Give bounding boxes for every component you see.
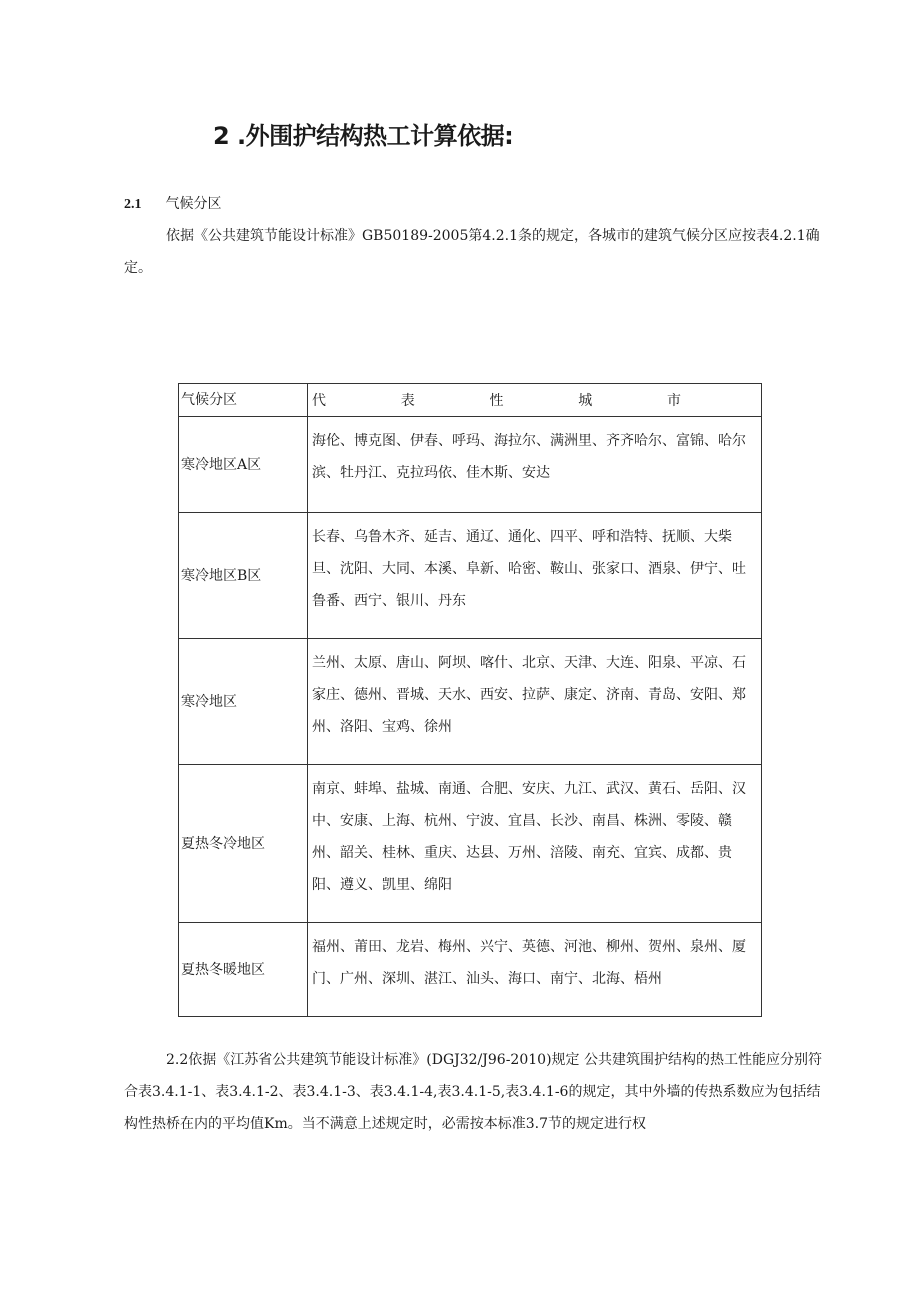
climate-zone-table bbox=[178, 383, 762, 1017]
table-row bbox=[179, 639, 762, 765]
table-row bbox=[179, 513, 762, 639]
header-zone: 气候分区 bbox=[179, 384, 308, 417]
header-cities bbox=[308, 384, 762, 417]
zone-name: 寒冷地区 bbox=[179, 639, 308, 765]
section-2-1-heading bbox=[124, 193, 222, 213]
header-city-char: 表 bbox=[400, 393, 415, 409]
section-title: 气候分区 bbox=[165, 196, 222, 212]
zone-cities: 海伦、博克图、伊春、呼玛、海拉尔、满洲里、齐齐哈尔、富锦、哈尔滨、牡丹江、克拉玛依、佳木斯、安达 bbox=[308, 417, 762, 513]
table-row bbox=[179, 923, 762, 1017]
header-city-char: 市 bbox=[667, 393, 681, 409]
table-row bbox=[179, 417, 762, 513]
header-city-char: 性 bbox=[489, 393, 504, 409]
zone-name: 寒冷地区B区 bbox=[179, 513, 308, 639]
section-2-2-paragraph: 2.2依据《江苏省公共建筑节能设计标准》(DGJ32/J96-2010)规定 公共建筑围护结构的热工性能应分别符合表3.4.1-1、表3.4.1-2、表3.4.1-3、表3.4.1-4,表3.4.1-5,表3.4.1-6的规定，其中外墙的传热系数应为包括结构性热桥在内的平均值Km。当不满意上述规定时，必需按本标准3.7节的规定进行权 bbox=[124, 1052, 822, 1132]
zone-cities: 兰州、太原、唐山、阿坝、喀什、北京、天津、大连、阳泉、平凉、石家庄、德州、晋城、天水、西安、拉萨、康定、济南、青岛、安阳、郑州、洛阳、宝鸡、徐州 bbox=[308, 639, 762, 765]
zone-name: 夏热冬冷地区 bbox=[179, 765, 308, 923]
zone-name: 寒冷地区A区 bbox=[179, 417, 308, 513]
section-number: 2.1 bbox=[124, 197, 142, 212]
zone-name: 夏热冬暖地区 bbox=[179, 923, 308, 1017]
page-title: 2 .外围护结构热工计算依据: bbox=[213, 122, 514, 150]
section-2-1-paragraph: 依据《公共建筑节能设计标准》GB50189-2005第4.2.1条的规定，各城市的建筑气候分区应按表4.2.1确定。 bbox=[124, 228, 820, 276]
zone-cities: 长春、乌鲁木齐、延吉、通辽、通化、四平、呼和浩特、抚顺、大柴旦、沈阳、大同、本溪、阜新、哈密、鞍山、张家口、酒泉、伊宁、吐鲁番、西宁、银川、丹东 bbox=[308, 513, 762, 639]
zone-cities: 福州、莆田、龙岩、梅州、兴宁、英德、河池、柳州、贺州、泉州、厦门、广州、深圳、湛江、汕头、海口、南宁、北海、梧州 bbox=[308, 923, 762, 1017]
table-header-row bbox=[179, 384, 762, 417]
header-city-char: 代 bbox=[312, 393, 326, 409]
header-city-char: 城 bbox=[578, 393, 593, 409]
table-row bbox=[179, 765, 762, 923]
zone-cities: 南京、蚌埠、盐城、南通、合肥、安庆、九江、武汉、黄石、岳阳、汉中、安康、上海、杭州、宁波、宜昌、长沙、南昌、株洲、零陵、赣州、韶关、桂林、重庆、达县、万州、涪陵、南充、宜宾、成都、贵阳、遵义、凯里、绵阳 bbox=[308, 765, 762, 923]
